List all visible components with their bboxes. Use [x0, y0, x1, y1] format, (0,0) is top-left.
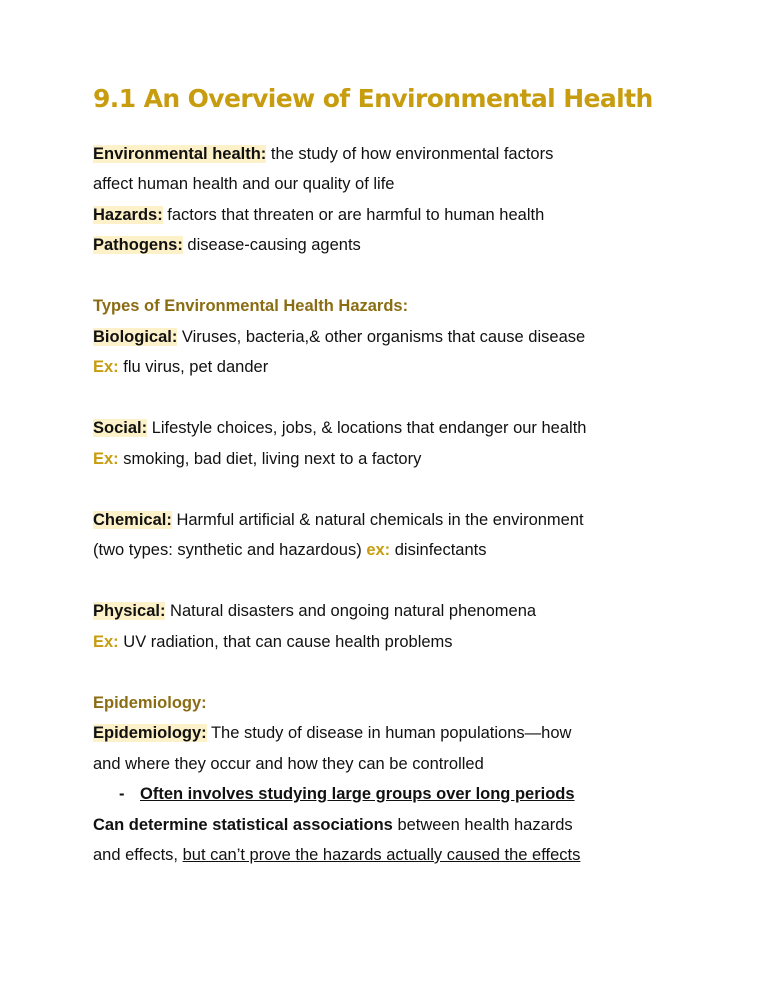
example-text: flu virus, pet dander	[118, 358, 269, 376]
example-text: disinfectants	[390, 541, 487, 559]
example-text: smoking, bad diet, living next to a factory	[118, 450, 422, 468]
example-chemical	[93, 539, 486, 561]
hazard-physical	[93, 600, 536, 622]
term-highlight: Pathogens:	[93, 236, 183, 254]
term-highlight: Physical:	[93, 602, 166, 620]
association-continuation	[93, 844, 580, 866]
term-highlight: Environmental health:	[93, 145, 267, 163]
term-highlight: Hazards:	[93, 206, 163, 224]
association-text-2: and effects,	[93, 846, 183, 864]
hazard-text: Lifestyle choices, jobs, & locations that endanger our health	[147, 419, 587, 437]
section-heading-types: Types of Environmental Health Hazards:	[93, 297, 409, 315]
association-statement	[93, 814, 573, 836]
definition-text: The study of disease in human populations—how	[206, 724, 572, 742]
definition-environmental-health	[93, 143, 553, 165]
example-physical	[93, 631, 453, 653]
definition-text: the study of how environmental factors	[266, 145, 554, 163]
term-highlight: Chemical:	[93, 511, 172, 529]
association-bold: Can determine statistical associations	[93, 816, 393, 834]
bullet-dash: -	[119, 785, 125, 803]
example-label: ex:	[366, 541, 391, 559]
bullet-item	[119, 783, 575, 805]
hazard-social	[93, 417, 586, 439]
example-text: UV radiation, that can cause health problems	[118, 633, 453, 651]
term-highlight: Epidemiology:	[93, 724, 207, 742]
definition-hazards	[93, 204, 544, 226]
term-highlight: Biological:	[93, 328, 178, 346]
definition-epidemiology	[93, 722, 571, 744]
definition-text: disease-causing agents	[182, 236, 361, 254]
definition-pathogens	[93, 234, 361, 256]
definition-continuation: affect human health and our quality of life	[93, 175, 395, 193]
page-title: 9.1 An Overview of Environmental Health	[93, 84, 653, 113]
hazard-biological	[93, 326, 585, 348]
example-biological	[93, 356, 268, 378]
section-heading-epidemiology: Epidemiology:	[93, 694, 207, 712]
example-social	[93, 448, 421, 470]
bullet-text: Often involves studying large groups over long periods	[140, 785, 575, 803]
example-label: Ex:	[93, 633, 119, 651]
hazard-chemical	[93, 509, 584, 531]
example-label: Ex:	[93, 450, 119, 468]
association-text: between health hazards	[392, 816, 573, 834]
definition-text: factors that threaten or are harmful to human health	[162, 206, 545, 224]
hazard-text: Natural disasters and ongoing natural phenomena	[165, 602, 537, 620]
association-underline: but can’t prove the hazards actually caused the effects	[182, 846, 581, 864]
term-highlight: Social:	[93, 419, 148, 437]
hazard-text-continuation: (two types: synthetic and hazardous)	[93, 541, 367, 559]
hazard-text: Viruses, bacteria,& other organisms that cause disease	[177, 328, 586, 346]
definition-continuation: and where they occur and how they can be controlled	[93, 755, 484, 773]
example-label: Ex:	[93, 358, 119, 376]
hazard-text: Harmful artificial & natural chemicals in the environment	[171, 511, 584, 529]
